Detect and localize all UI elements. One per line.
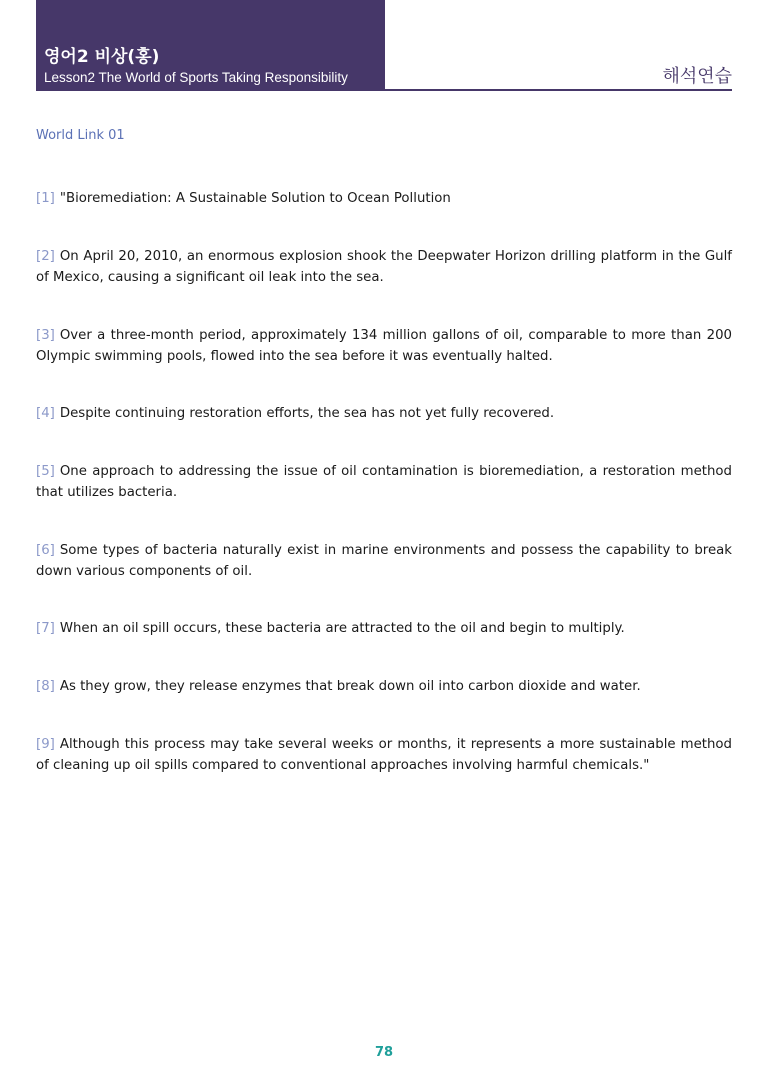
sentence-number: [6] [36, 543, 55, 558]
sentence-text: As they grow, they release enzymes that break down oil into carbon dioxide and water. [59, 679, 641, 694]
sentence-text: "Bioremediation: A Sustainable Solution to Ocean Pollution [59, 191, 451, 206]
header-title: 영어2 비상(홍) [44, 47, 160, 67]
sentence-number: [3] [36, 328, 55, 343]
sentence-text: Although this process may take several weeks or months, it represents a more sustainable method of cleaning up oil spills compared to conventional approaches involving harmful chemicals." [36, 737, 732, 773]
sentence-number: [1] [36, 191, 55, 206]
sentence-5 [36, 461, 732, 503]
sentence-2 [36, 246, 732, 288]
sentence-number: [7] [36, 621, 55, 636]
header-banner [36, 0, 385, 91]
sentence-9 [36, 734, 732, 776]
sentence-6 [36, 540, 732, 582]
sentence-4 [36, 403, 732, 424]
sentence-number: [4] [36, 406, 55, 421]
section-label: World Link 01 [36, 128, 125, 143]
header-subtitle: Lesson2 The World of Sports Taking Responsibility [44, 70, 348, 85]
page-number: 78 [374, 1045, 394, 1060]
sentence-text: On April 20, 2010, an enormous explosion shook the Deepwater Horizon drilling platform in the Gulf of Mexico, causing a significant oil leak into the sea. [36, 249, 732, 285]
sentence-number: [2] [36, 249, 55, 264]
sentence-number: [5] [36, 464, 55, 479]
sentence-number: [8] [36, 679, 55, 694]
sentence-text: One approach to addressing the issue of oil contamination is bioremediation, a restoration method that utilizes bacteria. [36, 464, 732, 500]
header-right-label: 해석연습 [662, 66, 732, 87]
sentence-text: When an oil spill occurs, these bacteria are attracted to the oil and begin to multiply. [59, 621, 625, 636]
header-rule [385, 89, 732, 91]
sentence-1 [36, 188, 732, 209]
sentence-8 [36, 676, 732, 697]
sentence-number: [9] [36, 737, 55, 752]
sentence-7 [36, 618, 732, 639]
sentence-text: Over a three-month period, approximately 134 million gallons of oil, comparable to more than 200 Olympic swimming pools, flowed into the sea before it was eventually halted. [36, 328, 732, 364]
sentence-text: Despite continuing restoration efforts, the sea has not yet fully recovered. [59, 406, 555, 421]
sentence-3 [36, 325, 732, 367]
sentence-text: Some types of bacteria naturally exist in marine environments and possess the capability to break down various components of oil. [36, 543, 732, 579]
